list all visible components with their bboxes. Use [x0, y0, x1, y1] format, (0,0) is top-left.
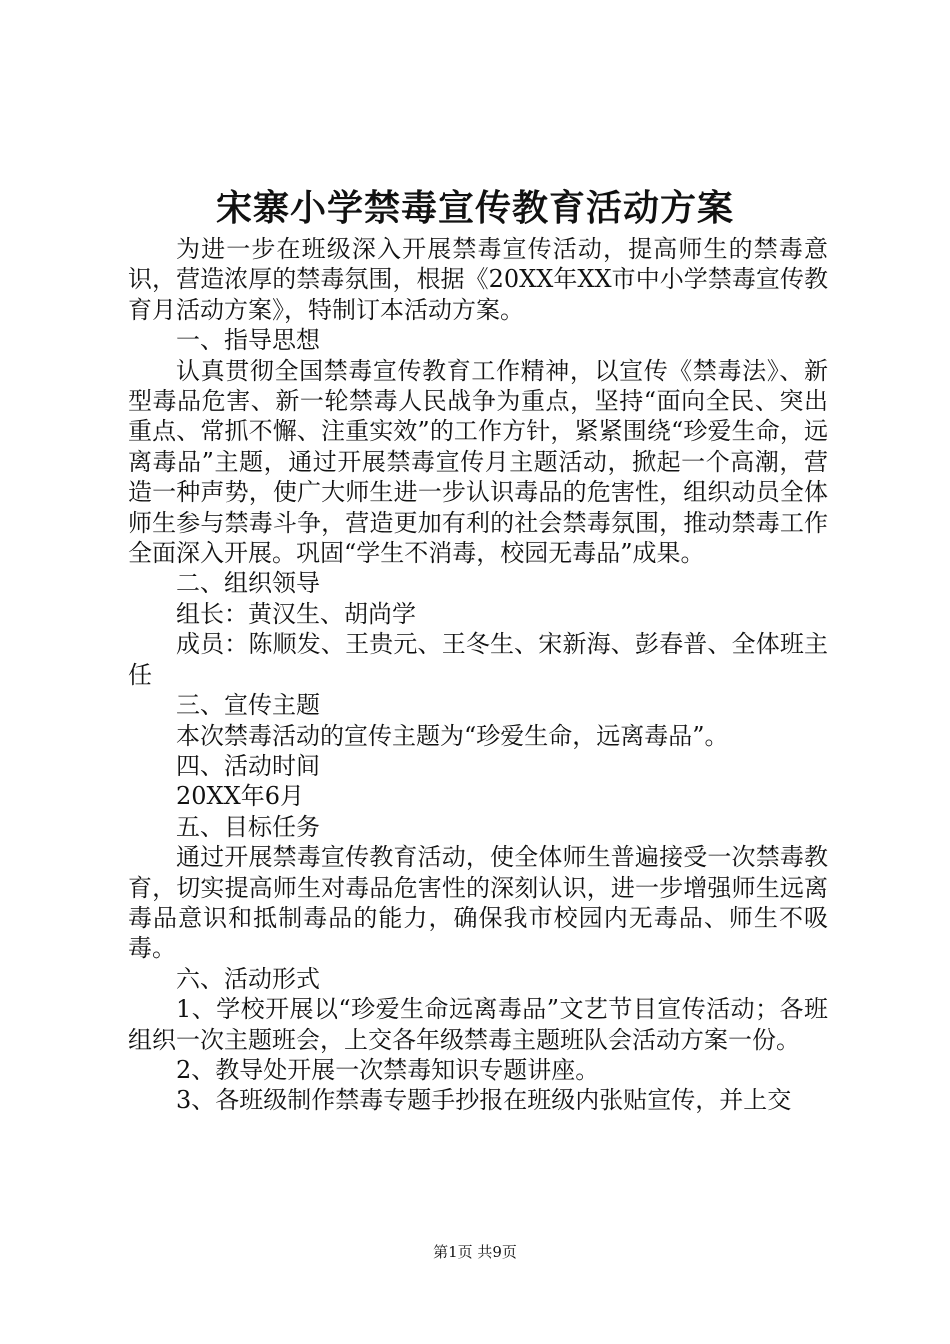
section-heading-goals: 五、目标任务 [176, 812, 320, 841]
goals-paragraph: 通过开展禁毒宣传教育活动，使全体师生普遍接受一次禁毒教育，切实提高师生对毒品危害性的深刻认识，进一步增强师生远离毒品意识和抵制毒品的能力，确保我市校园内无毒品、师生不吸毒。 [128, 843, 828, 963]
page-number-footer: 第1页 共9页 [433, 1243, 517, 1261]
theme-paragraph: 本次禁毒活动的宣传主题为“珍爱生命，远离毒品”。 [176, 721, 729, 750]
organization-leader: 组长：黄汉生、胡尚学 [176, 599, 416, 628]
section-heading-guiding-ideology: 一、指导思想 [176, 326, 320, 355]
section-heading-organization: 二、组织领导 [176, 569, 320, 598]
intro-paragraph: 为进一步在班级深入开展禁毒宣传活动，提高师生的禁毒意识，营造浓厚的禁毒氛围，根据《20XX年XX市中小学禁毒宣传教育月活动方案》，特制订本活动方案。 [128, 235, 828, 324]
section-heading-activity-forms: 六、活动形式 [176, 964, 320, 993]
document-title: 宋寨小学禁毒宣传教育活动方案 [215, 187, 734, 229]
organization-members: 成员：陈顺发、王贵元、王冬生、宋新海、彭春普、全体班主任 [128, 630, 828, 689]
time-paragraph: 20XX年6月 [176, 782, 304, 811]
activity-item-1: 1、学校开展以“珍爱生命远离毒品”文艺节目宣传活动；各班组织一次主题班会，上交各年级禁毒主题班队会活动方案一份。 [128, 995, 828, 1054]
guiding-ideology-paragraph: 认真贯彻全国禁毒宣传教育工作精神，以宣传《禁毒法》、新型毒品危害、新一轮禁毒人民战争为重点，坚持“面向全民、突出重点、常抓不懈、注重实效”的工作方针，紧紧围绕“珍爱生命，远离毒品”主题，通过开展禁毒宣传月主题活动，掀起一个高潮，营造一种声势，使广大师生进一步认识毒品的危害性，组织动员全体师生参与禁毒斗争，营造更加有利的社会禁毒氛围，推动禁毒工作全面深入开展。巩固“学生不消毒，校园无毒品”成果。 [128, 356, 828, 568]
activity-item-2: 2、教导处开展一次禁毒知识专题讲座。 [176, 1055, 600, 1084]
document-body [128, 234, 828, 1116]
activity-item-3: 3、各班级制作禁毒专题手抄报在班级内张贴宣传，并上交 [176, 1086, 792, 1115]
section-heading-theme: 三、宣传主题 [176, 691, 320, 720]
section-heading-time: 四、活动时间 [176, 751, 320, 780]
